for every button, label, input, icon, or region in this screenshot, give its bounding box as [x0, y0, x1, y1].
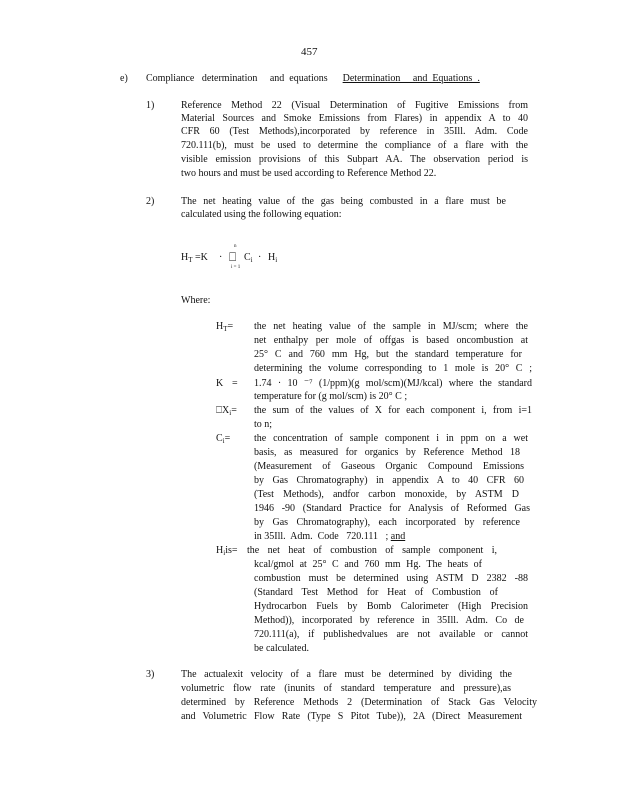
- item3-line: The actualexit velocity of a flare must be determined by dividing the: [181, 669, 512, 680]
- equation-dot-2: ·: [258, 252, 262, 263]
- term-eq: =: [224, 433, 231, 444]
- term-sub: i: [223, 549, 226, 557]
- definition-line: the concentration of sample component i in ppm on a wet: [254, 433, 528, 444]
- section-heading-underlined: Determination and Equations .: [342, 73, 480, 84]
- item1-line: visible emission provisions of this Subpart AA. The observation period is: [181, 154, 528, 165]
- term-eq: =: [232, 378, 238, 389]
- term-sub: i: [229, 409, 232, 417]
- definition-line: basis, as measured for organics by Reference Method 18: [254, 447, 520, 458]
- definition-line-text: in 35Ill. Adm. Code 720.111 ;: [254, 531, 389, 542]
- definition-line: 720.111(a), if publishedvalues are not available or cannot: [254, 629, 528, 640]
- term-letter: H: [216, 321, 224, 332]
- definition-line: by Gas Chromatography) in appendix A to 40 CFR 60: [254, 475, 524, 486]
- equation-h: H: [181, 252, 189, 263]
- term-letter: K: [216, 378, 224, 389]
- definition-line: Hydrocarbon Fuels by Bomb Calorimeter (High Precision: [254, 601, 528, 612]
- item2-number: 2): [146, 196, 155, 207]
- equation-h-term: [268, 252, 277, 264]
- definition-line: to n;: [254, 419, 273, 430]
- term-eq: =: [231, 405, 237, 416]
- sum-top: n: [234, 244, 237, 249]
- definition-line: kcal/gmol at 25° C and 760 mm Hg. The heats of: [254, 559, 482, 570]
- equation-dot: ·: [219, 252, 223, 263]
- item2-line: calculated using the following equation:: [181, 209, 342, 220]
- definition-line: temperature for (g mol/scm) is 20° C ;: [254, 391, 408, 402]
- item3-line: and Volumetric Flow Rate (Type S Pitot Tube)), 2A (Direct Measurement: [181, 711, 522, 722]
- definition-term: [216, 433, 230, 445]
- item1-line: Reference Method 22 (Visual Determination of Fugitive Emissions from: [181, 100, 528, 111]
- definition-term: [216, 405, 237, 417]
- section-label: e): [120, 73, 128, 84]
- item1-line: CFR 60 (Test Methods),incorporated by reference in 35Ill. Adm. Code: [181, 126, 528, 137]
- term-sub: i: [222, 437, 225, 445]
- item3-line: determined by Reference Methods 2 (Determination of Stack Gas Velocity: [181, 697, 537, 708]
- term-letter: H: [216, 545, 224, 556]
- equation-c-letter: C: [244, 252, 251, 263]
- item1-line: two hours and must be used according to Reference Method 22.: [181, 168, 437, 179]
- sum-symbol: ⎕: [229, 250, 237, 264]
- page-number: 457: [301, 46, 318, 58]
- definition-line: Method)), incorporated by reference in 35Ill. Adm. Co de: [254, 615, 524, 626]
- item1-line: Material Sources and Smoke Emissions from Flares) in appendix A to 40: [181, 113, 528, 124]
- where-label: Where:: [181, 295, 211, 306]
- definition-term: [216, 321, 233, 333]
- term-sub: T: [223, 325, 228, 333]
- term-letter: ⎕X: [216, 405, 230, 416]
- definition-line: (Measurement of Gaseous Organic Compound Emissions: [254, 461, 524, 472]
- term-letter: C: [216, 433, 223, 444]
- definition-line: the sum of the values of X for each component i, from i=1: [254, 405, 532, 416]
- equation-h-letter: H: [268, 252, 276, 263]
- equation-eq-k: =K: [195, 252, 208, 263]
- definition-line: the net heating value of the sample in MJ/scm; where the: [254, 321, 528, 332]
- item2-line: The net heating value of the gas being combusted in a flare must be: [181, 196, 506, 207]
- equation-c-sub: i: [250, 256, 253, 264]
- definition-line: by Gas Chromatography), each incorporated by reference: [254, 517, 520, 528]
- item3-line: volumetric flow rate (inunits of standard temperature and pressure),as: [181, 683, 511, 694]
- definition-line: net enthalpy per mole of offgas is based oncombustion at: [254, 335, 528, 346]
- item3-number: 3): [146, 669, 155, 680]
- equation-c: [244, 252, 253, 264]
- definition-tail-underlined: and: [390, 531, 406, 542]
- equation-h-sub: T: [188, 256, 193, 264]
- definition-line: 1.74 · 10 ⁻⁷ (1/ppm)(g mol/scm)(MJ/kcal) where the standard: [254, 378, 532, 389]
- definition-line: [254, 531, 405, 543]
- equation-lhs: [181, 252, 208, 264]
- definition-line: (Test Methods), andfor carbon monoxide, by ASTM D: [254, 489, 519, 500]
- term-eq: is=: [225, 545, 238, 556]
- definition-line: 25° C and 760 mm Hg, but the standard temperature for: [254, 349, 522, 360]
- item1-number: 1): [146, 100, 155, 111]
- definition-line: 1946 -90 (Standard Practice for Analysis of Reformed Gas: [254, 503, 530, 514]
- sum-bottom: i = 1: [231, 265, 241, 270]
- section-heading-plain: Compliance determination and equations: [146, 73, 328, 84]
- definition-line: determining the volume corresponding to 1 mole is 20° C ;: [254, 363, 532, 374]
- item1-line: 720.111(b), must be used to determine the compliance of a flare with the: [181, 140, 528, 151]
- definition-term: [216, 545, 238, 557]
- equation-h-term-sub: i: [275, 256, 278, 264]
- definition-line: be calculated.: [254, 643, 309, 654]
- definition-line: (Standard Test Method for Heat of Combustion of: [254, 587, 498, 598]
- definition-line: the net heat of combustion of sample component i,: [247, 545, 497, 556]
- definition-line: combustion must be determined using ASTM D 2382 -88: [254, 573, 528, 584]
- definition-term: [216, 378, 223, 390]
- term-eq: =: [227, 321, 234, 332]
- section-heading: [146, 73, 480, 84]
